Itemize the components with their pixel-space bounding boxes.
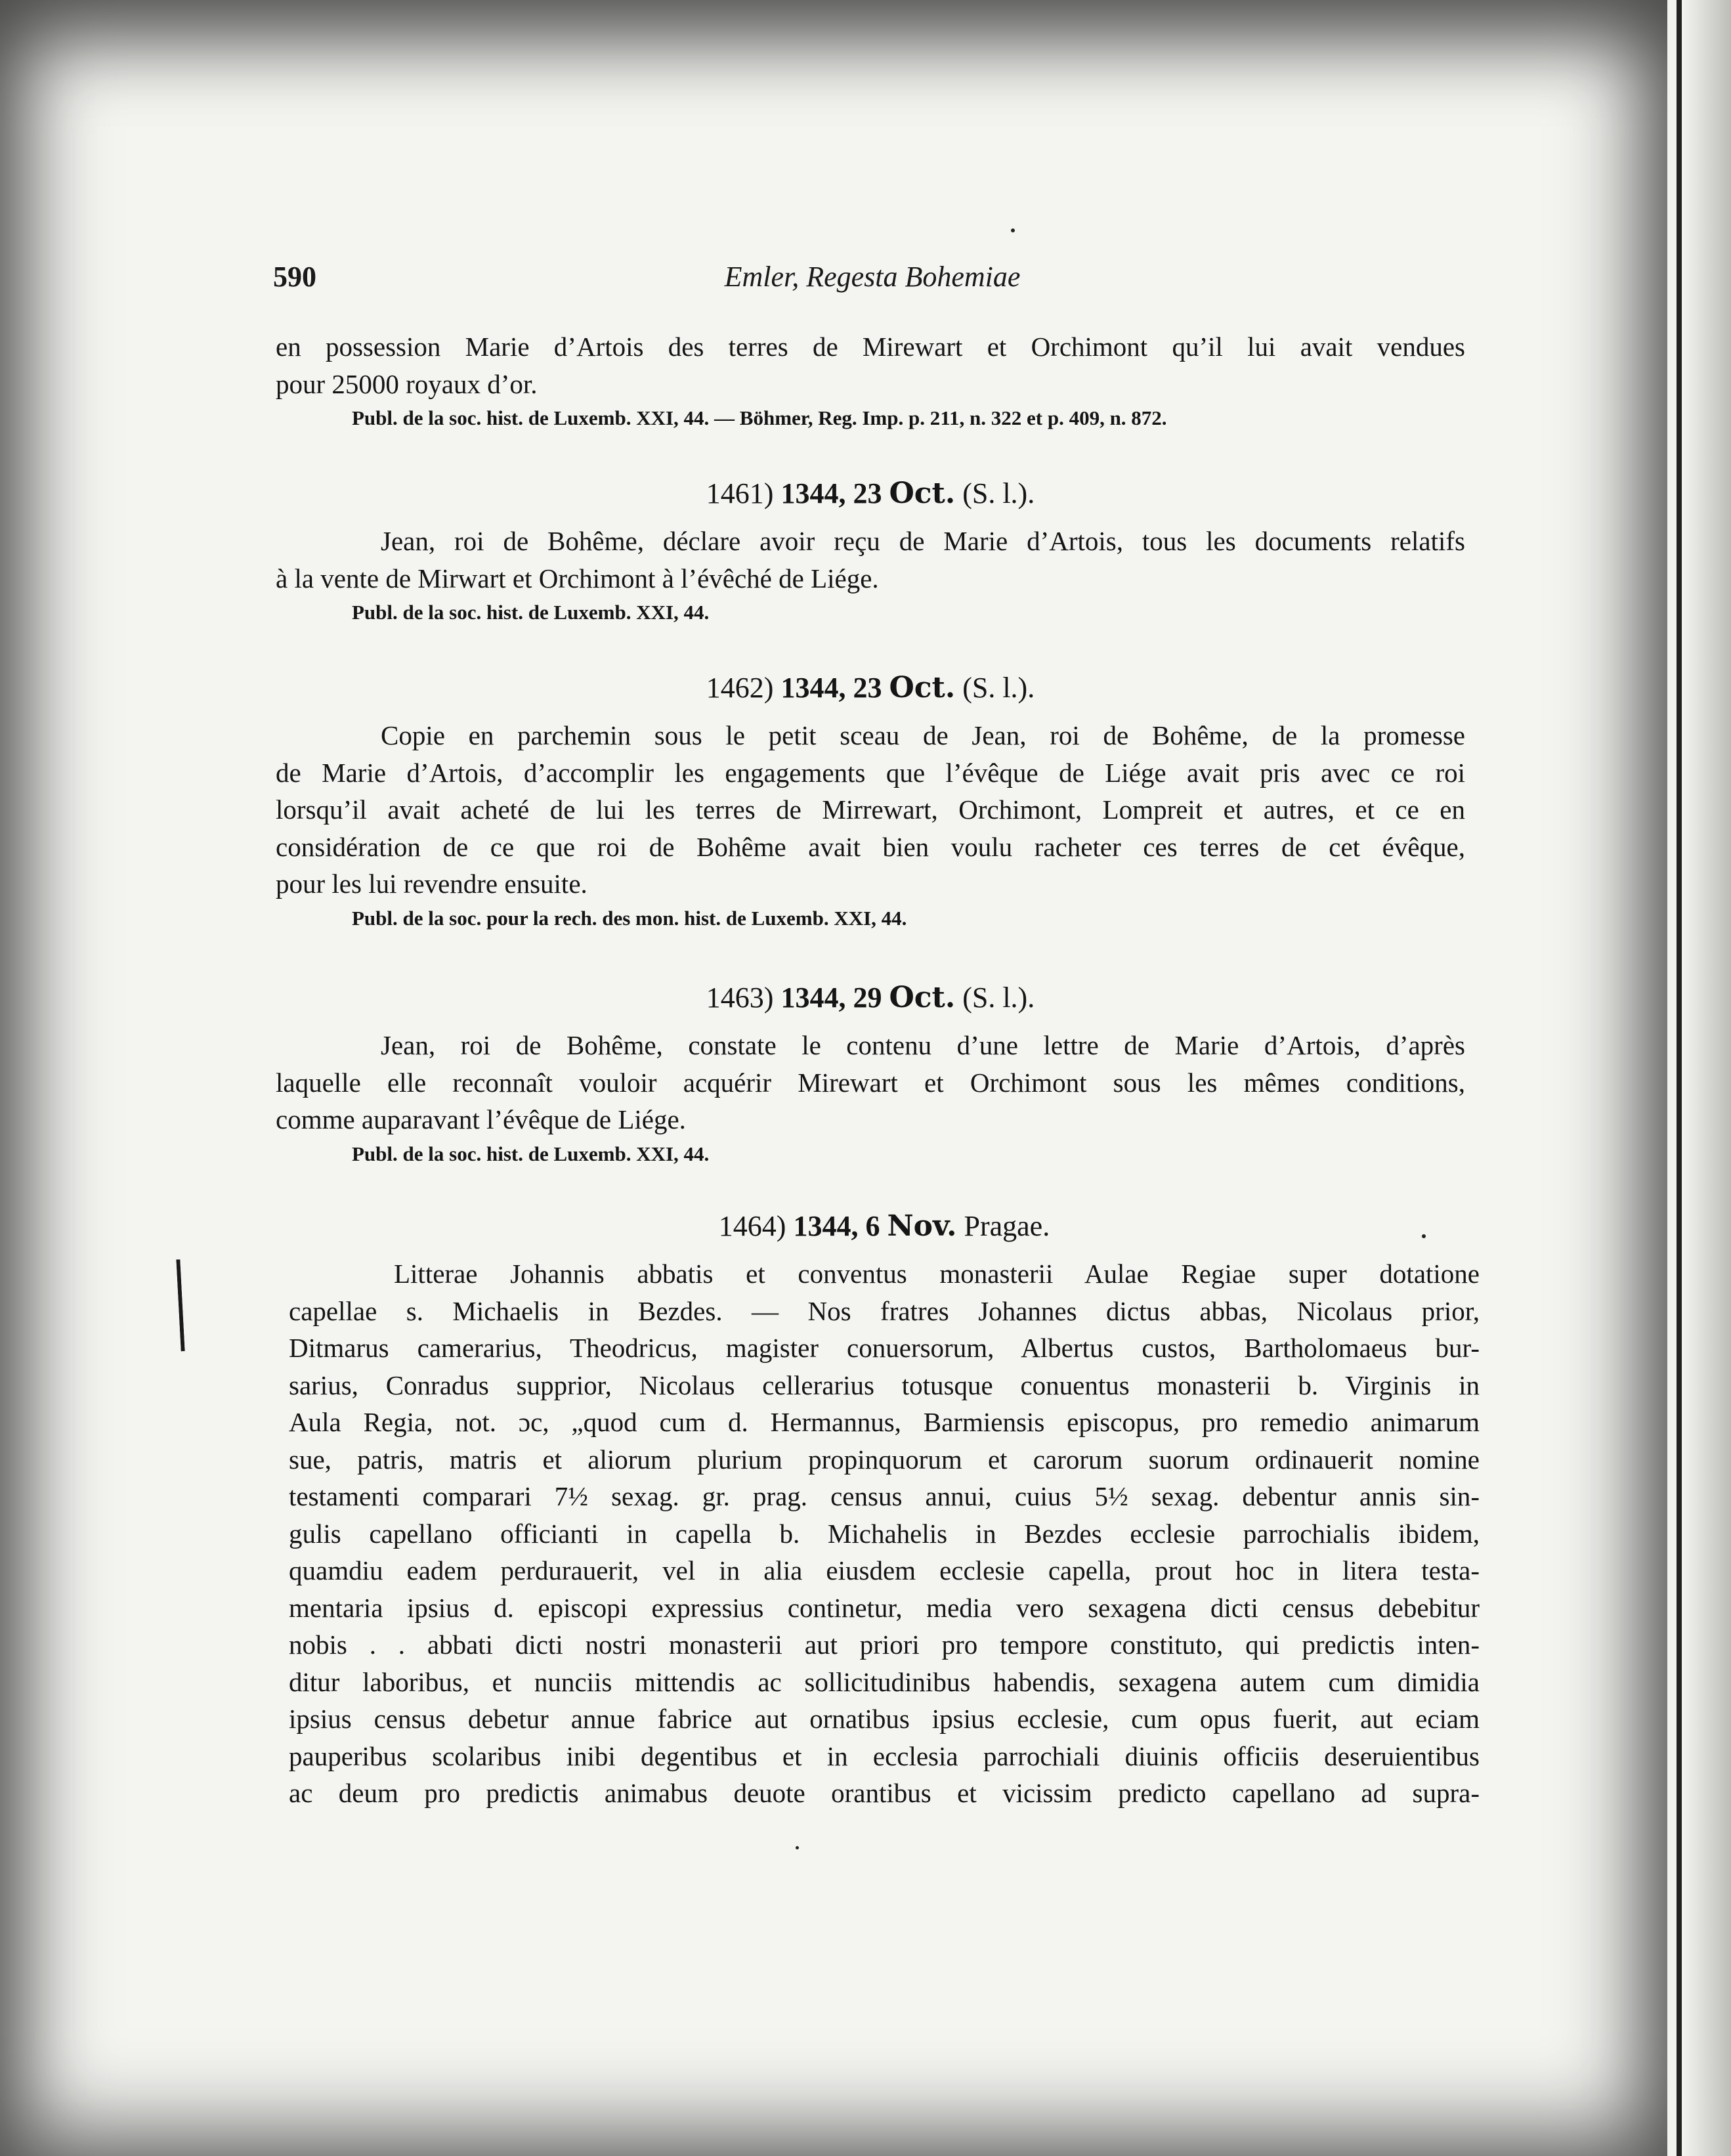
ink-speck [1011,228,1015,232]
entry-heading [276,474,1465,513]
page-number: 590 [273,261,316,293]
margin-bracket-mark [176,1259,191,1352]
text-line: Aula Regia, not. ɔc, „quod cum d. Hermannus, Barmiensis episcopus, pro remedio animarum [289,1407,1480,1437]
entry-number: 1462) [706,672,774,704]
text-line: laquelle elle reconnaît vouloir acquérir Mirewart et Orchimont sous les mêmes conditions, [276,1067,1465,1098]
text-line: sarius, Conradus supprior, Nicolaus cellerarius totusque conuentus monasterii b. Virginis in [289,1369,1480,1400]
publication-reference: Publ. de la soc. pour la rech. des mon. hist. de Luxemb. XXI, 44. [352,906,907,930]
entry-date: 1344, 6 [793,1210,880,1242]
text-line: ipsius census debetur annue fabrice aut ornatibus ipsius ecclesie, cum opus fuerit, aut eciam [289,1704,1480,1734]
entry-month: Oct. [889,671,956,704]
carryover-block [276,328,1465,433]
entry-text [276,717,1465,903]
entry-number: 1464) [718,1210,786,1242]
entry-place: (S. l.). [962,672,1035,704]
entry-text [276,523,1465,597]
entry-heading [276,978,1465,1018]
ink-speck [796,1846,799,1849]
running-head [273,260,1472,293]
entry-text [276,1027,1465,1138]
entry-text [289,1255,1480,1812]
entry-number: 1461) [706,477,774,509]
entry-heading [289,1207,1480,1246]
entry-date: 1344, 23 [780,477,882,509]
entry-date: 1344, 29 [780,981,882,1014]
entry-place: (S. l.). [962,981,1035,1014]
regest-entry-1463 [276,978,1465,1169]
text-line: de Marie d’Artois, d’accomplir les engagements que l’évêque de Liége avait pris avec ce roi [276,757,1465,788]
text-line: Litterae Johannis abbatis et conventus monasterii Aulae Regiae super dotatione [394,1259,1480,1289]
text-line: Ditmarus camerarius, Theodricus, magister conuersorum, Albertus custos, Bartholomaeus bur- [289,1333,1480,1363]
regest-entry-1461 [276,474,1465,627]
text-line: comme auparavant l’évêque de Liége. [276,1104,686,1134]
publication-reference: Publ. de la soc. hist. de Luxemb. XXI, 44. — Böhmer, Reg. Imp. p. 211, n. 322 et p. 409, n. 872. [352,406,1167,429]
text-line: Jean, roi de Bohême, constate le contenu d’une lettre de Marie d’Artois, d’après [381,1030,1465,1060]
text-line: testamenti comparari 7½ sexag. gr. prag. census annui, cuius 5½ sexag. debentur annis sin- [289,1481,1480,1511]
regest-entry-1464 [289,1207,1480,1812]
text-line: gulis capellano officianti in capella b. Michahelis in Bezdes ecclesie parrochialis ibidem, [289,1518,1480,1549]
entry-number: 1463) [706,981,774,1014]
entry-heading [276,668,1465,708]
text-line: Copie en parchemin sous le petit sceau de Jean, roi de Bohême, de la promesse [381,720,1465,750]
text-line: Jean, roi de Bohême, déclare avoir reçu de Marie d’Artois, tous les documents relatifs [381,526,1465,556]
text-line: capellae s. Michaelis in Bezdes. — Nos fratres Johannes dictus abbas, Nicolaus prior, [289,1295,1480,1326]
text-line: mentaria ipsius d. episcopi expressius continetur, media vero sexagena dicti census debebitur [289,1592,1480,1623]
entry-month: Oct. [889,477,956,510]
regest-entry-1462 [276,668,1465,933]
publication-reference: Publ. de la soc. hist. de Luxemb. XXI, 44. [352,1142,710,1165]
entry-month: Oct. [889,981,956,1014]
text-line: sue, patris, matris et aliorum plurium propinquorum et carorum suorum ordinauerit nomine [289,1444,1480,1475]
running-title: Emler, Regesta Bohemiae [724,261,1021,293]
text-line: nobis . . abbati dicti nostri monasterii aut priori pro tempore constituto, qui predictis inten- [289,1629,1480,1660]
carryover-text [276,328,1465,402]
text-line: à la vente de Mirwart et Orchimont à l’évêché de Liége. [276,563,879,593]
entry-date: 1344, 23 [780,672,882,704]
text-line: ditur laboribus, et nunciis mittendis ac sollicitudinibus habendis, sexagena autem cum dimidia [289,1666,1480,1697]
text-line: en possession Marie d’Artois des terres de Mirewart et Orchimont qu’il lui avait vendues [276,332,1465,362]
text-line: lorsqu’il avait acheté de lui les terres de Mirrewart, Orchimont, Lompreit et autres, et ce en [276,794,1465,825]
page-edge [1667,0,1731,2156]
text-line: pour 25000 royaux d’or. [276,368,538,399]
publication-reference: Publ. de la soc. hist. de Luxemb. XXI, 44. [352,601,710,624]
text-line: quamdiu eadem perdurauerit, vel in alia eiusdem ecclesie capella, prout hoc in litera testa- [289,1555,1480,1585]
text-line: ac deum pro predictis animabus deuote orantibus et vicissim predicto capellano ad supra- [289,1778,1480,1808]
text-line: pour les lui revendre ensuite. [276,869,588,899]
ink-speck [1422,1234,1426,1238]
entry-month: Nov. [887,1209,957,1243]
text-line: pauperibus scolaribus inibi degentibus et in ecclesia parrochiali diuinis officiis deseruientibus [289,1740,1480,1771]
entry-place: (S. l.). [962,477,1035,509]
text-line: considération de ce que roi de Bohême avait bien voulu racheter ces terres de cet évêque, [276,831,1465,862]
entry-place: Pragae. [964,1210,1050,1242]
